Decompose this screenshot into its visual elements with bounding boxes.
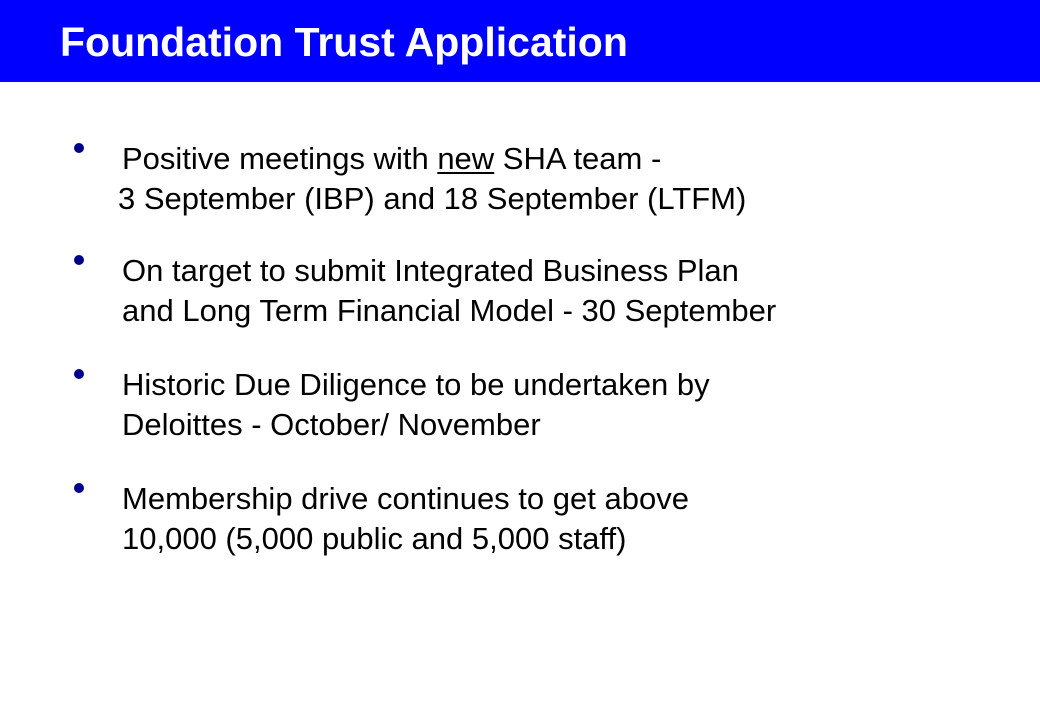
bullet-dot-icon	[74, 369, 84, 379]
bullet-dot-icon	[74, 255, 84, 265]
bullet-2-line-1: On target to submit Integrated Business Plan	[122, 253, 739, 288]
bullet-dot-icon	[74, 143, 84, 153]
bullet-3-line-1: Historic Due Diligence to be undertaken by	[122, 367, 710, 402]
bullet-4-line-1: Membership drive continues to get above	[122, 481, 689, 516]
bullet-1-underlined-word: new	[437, 141, 495, 176]
bullet-2-line-2: and Long Term Financial Model - 30 September	[122, 293, 777, 328]
slide-title: Foundation Trust Application	[60, 19, 628, 65]
bullet-4-line-2: 10,000 (5,000 public and 5,000 staff)	[122, 521, 627, 556]
bullet-1-line-2: 3 September (IBP) and 18 September (LTFM)	[118, 181, 747, 216]
bullet-3-line-2: Deloittes - October/ November	[122, 407, 541, 442]
bullet-dot-icon	[74, 483, 84, 493]
bullet-1-line-1-after: SHA team -	[494, 141, 662, 176]
bullet-1-line-1	[122, 143, 661, 174]
bullet-1-line-1-before: Positive meetings with	[122, 141, 438, 176]
